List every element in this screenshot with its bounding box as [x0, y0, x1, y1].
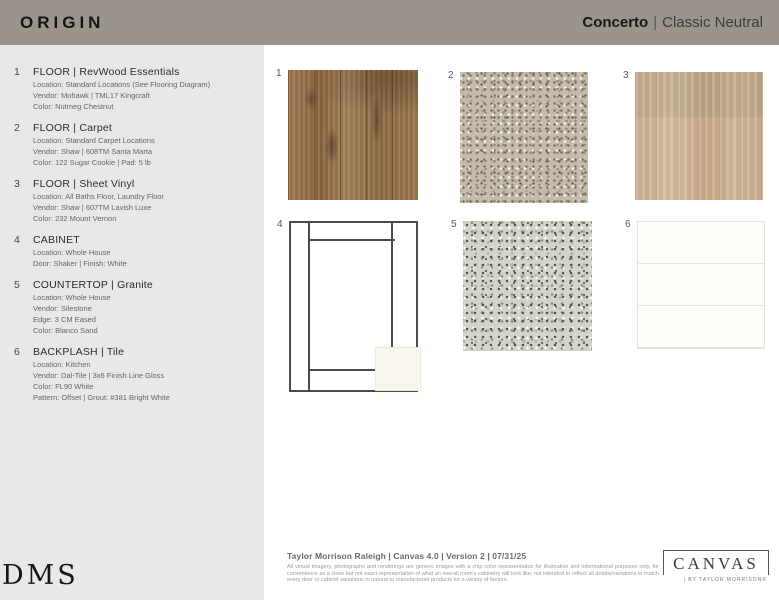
swatch-number: 5: [451, 219, 457, 230]
selection-title: FLOOR | Sheet Vinyl: [33, 178, 135, 190]
selection-title: BACKPLASH | Tile: [33, 346, 125, 358]
selection-item-floor-carpet: [0, 121, 264, 168]
door-rail-line: [310, 239, 395, 241]
wood-texture-image: [288, 70, 418, 200]
swatch-number: 2: [448, 70, 454, 81]
selection-item-floor-vinyl: [0, 177, 264, 224]
swatch-number: 4: [277, 219, 283, 230]
selection-detail: Location: Whole House: [33, 293, 111, 302]
selection-item-countertop: [0, 278, 264, 336]
selection-title: FLOOR | RevWood Essentials: [33, 66, 180, 78]
swatch-number: 3: [623, 70, 629, 81]
canvas-logo-wordmark: CANVAS: [663, 550, 769, 575]
canvas-logo: [663, 550, 769, 583]
header-band: [0, 0, 779, 45]
selections-panel: [0, 45, 264, 600]
dms-watermark: DMS: [2, 560, 79, 591]
scheme-title: [582, 14, 763, 31]
selection-detail: Door: Shaker | Finish: White: [33, 259, 127, 268]
selection-detail: Vendor: Mohawk | TML17 Kingcraft: [33, 91, 150, 100]
selection-number: 6: [14, 346, 20, 358]
selection-detail: Color: Blanco Sand: [33, 326, 98, 335]
selection-detail: Vendor: Silestone: [33, 304, 92, 313]
selection-detail: Edge: 3 CM Eased: [33, 315, 96, 324]
swatch-granite: [451, 219, 592, 351]
footer-disclaimer: All virtual imagery, photographs and renderings are generic images with a chip color representation for illustrative and informational purposes only, for convenience as a close but not exact representation of what an overall room's cabinetry will look like; not intended to reflect all details/variations to match every door or cabinet variations in natural or manufactured products for a variety of factors.: [287, 564, 659, 584]
selection-detail: Location: All Baths Floor, Laundry Floor: [33, 192, 164, 201]
door-stile-line: [308, 221, 310, 392]
selection-number: 5: [14, 279, 20, 291]
selection-title: COUNTERTOP | Granite: [33, 279, 153, 291]
brand-logo: ORIGIN: [20, 12, 105, 32]
selection-number: 4: [14, 234, 20, 246]
collection-name: Concerto: [582, 14, 649, 31]
selection-number: 2: [14, 122, 20, 134]
swatch-number: 6: [625, 219, 631, 230]
tile-texture-image: [637, 221, 765, 349]
selection-title: CABINET: [33, 234, 80, 246]
swatch-cabinet-door: [277, 219, 418, 392]
selection-number: 3: [14, 178, 20, 190]
selection-title: FLOOR | Carpet: [33, 122, 113, 134]
selection-item-backsplash: [0, 345, 264, 403]
swatch-carpet: [448, 70, 588, 203]
title-separator: |: [653, 14, 658, 31]
selection-number: 1: [14, 66, 20, 78]
selection-detail: Location: Standard Locations (See Flooring Diagram): [33, 80, 211, 89]
selection-detail: Location: Kitchen: [33, 360, 91, 369]
selection-item-cabinet: [0, 233, 264, 269]
canvas-logo-tagline: | BY TAYLOR MORRISON®: [683, 577, 767, 583]
swatch-number: 1: [276, 68, 282, 79]
selection-detail: Color: FL90 White: [33, 382, 94, 391]
selection-detail: Color: 232 Mount Vernon: [33, 214, 117, 223]
selection-detail: Color: Nutmeg Chestnut: [33, 102, 114, 111]
selection-item-floor-revwood: [0, 65, 264, 112]
palette-name: Classic Neutral: [662, 14, 763, 31]
selection-detail: Color: 122 Sugar Cookie | Pad: 5 lb: [33, 158, 151, 167]
selection-detail: Location: Whole House: [33, 248, 111, 257]
vinyl-texture-image: [635, 72, 763, 200]
swatch-sheet-vinyl: [623, 70, 763, 200]
selection-detail: Pattern: Offset | Grout: #381 Bright White: [33, 393, 170, 402]
selection-detail: Location: Standard Carpet Locations: [33, 136, 155, 145]
swatch-wood-floor: [276, 68, 418, 200]
selection-detail: Vendor: Shaw | 608TM Santa Marta: [33, 147, 153, 156]
footer-version-line: Taylor Morrison Raleigh | Canvas 4.0 | Version 2 | 07/31/25: [287, 551, 527, 561]
selection-detail: Vendor: Dal-Tile | 3x6 Finish Line Gloss: [33, 371, 165, 380]
carpet-texture-image: [460, 72, 588, 203]
granite-texture-image: [463, 221, 592, 351]
swatch-white-tile: [625, 219, 765, 349]
selection-detail: Vendor: Shaw | 607TM Lavish Luxe: [33, 203, 152, 212]
white-finish-chip: [375, 347, 421, 391]
